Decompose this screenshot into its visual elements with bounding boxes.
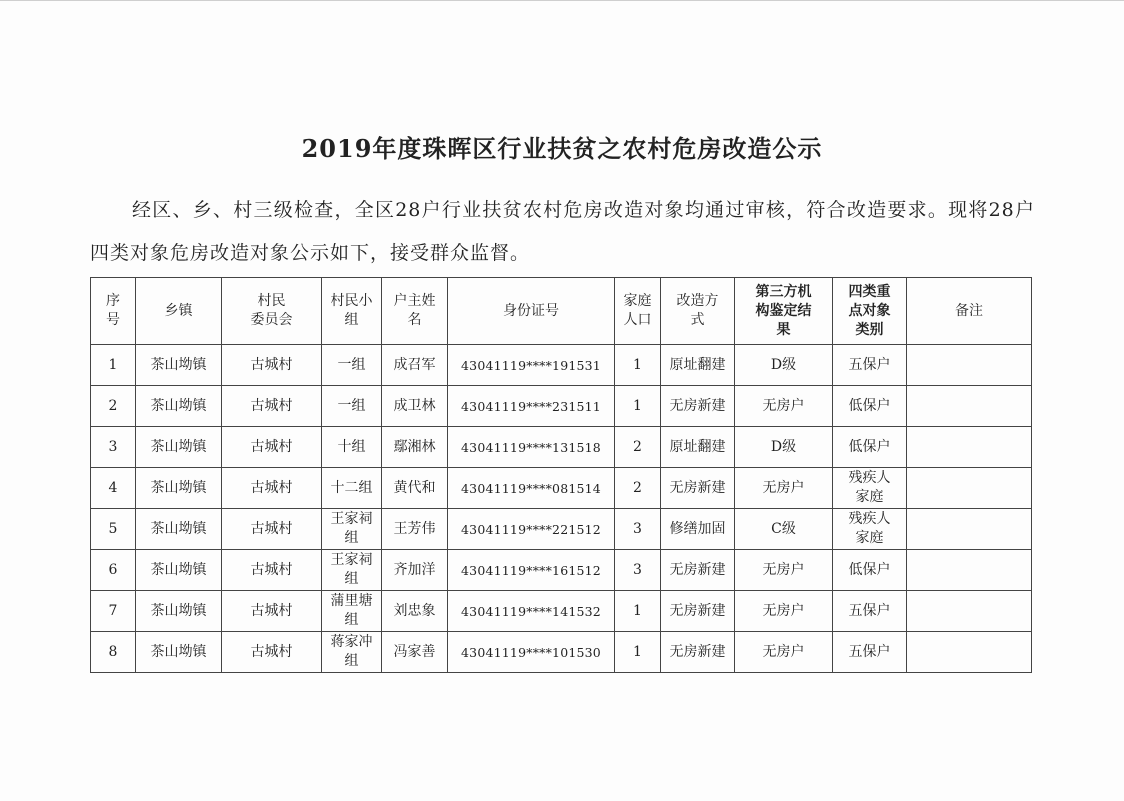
cell-no: 2	[91, 386, 136, 427]
cell-id: 43041119****141532	[448, 591, 615, 632]
table-row	[91, 591, 1032, 632]
header-group	[322, 278, 382, 345]
header-name	[382, 278, 448, 345]
cell-method: 无房新建	[661, 468, 735, 509]
cell-group: 王家祠组	[322, 509, 382, 550]
cell-id: 43041119****191531	[448, 345, 615, 386]
category-line: 五保户	[848, 356, 891, 373]
category-line: 低保户	[848, 438, 891, 455]
table-body	[91, 345, 1032, 673]
cell-result: D级	[735, 345, 833, 386]
cell-method: 修缮加固	[661, 509, 735, 550]
cell-result: 无房户	[735, 591, 833, 632]
cell-group: 一组	[322, 345, 382, 386]
cell-remark	[907, 386, 1032, 427]
cell-town: 茶山坳镇	[136, 632, 222, 673]
header-line: 点对象	[848, 302, 891, 319]
cell-remark	[907, 509, 1032, 550]
cell-no: 5	[91, 509, 136, 550]
cell-category	[833, 386, 907, 427]
cell-village: 古城村	[222, 345, 322, 386]
cell-no: 6	[91, 550, 136, 591]
table-row	[91, 632, 1032, 673]
category-line: 低保户	[848, 561, 891, 578]
cell-group: 王家祠组	[322, 550, 382, 591]
cell-remark	[907, 345, 1032, 386]
header-line: 号	[106, 312, 120, 328]
cell-no: 3	[91, 427, 136, 468]
cell-method: 无房新建	[661, 632, 735, 673]
cell-village: 古城村	[222, 386, 322, 427]
cell-village: 古城村	[222, 427, 322, 468]
cell-town: 茶山坳镇	[136, 509, 222, 550]
header-people	[615, 278, 661, 345]
category-line: 五保户	[848, 643, 891, 660]
cell-id: 43041119****231511	[448, 386, 615, 427]
cell-group: 蒋家冲组	[322, 632, 382, 673]
cell-name: 王芳伟	[382, 509, 448, 550]
header-remark	[907, 278, 1032, 345]
cell-people: 1	[615, 345, 661, 386]
cell-village: 古城村	[222, 632, 322, 673]
cell-category	[833, 468, 907, 509]
table-row	[91, 345, 1032, 386]
cell-id: 43041119****161512	[448, 550, 615, 591]
header-town	[136, 278, 222, 345]
cell-name: 成召军	[382, 345, 448, 386]
header-line: 委员会	[250, 312, 293, 328]
cell-id: 43041119****131518	[448, 427, 615, 468]
header-line: 类别	[855, 321, 884, 338]
cell-category	[833, 632, 907, 673]
header-line: 村民小	[330, 293, 373, 309]
cell-method: 无房新建	[661, 386, 735, 427]
header-result	[735, 278, 833, 345]
cell-result: 无房户	[735, 632, 833, 673]
header-line: 户主姓	[393, 293, 436, 309]
cell-people: 2	[615, 427, 661, 468]
header-line: 果	[776, 321, 791, 338]
header-line: 名	[407, 312, 422, 328]
cell-village: 古城村	[222, 509, 322, 550]
intro-paragraph: 经区、乡、村三级检查，全区28户行业扶贫农村危房改造对象均通过审核，符合改造要求。现将28户四类对象危房改造对象公示如下，接受群众监督。	[90, 199, 1035, 264]
cell-id: 43041119****101530	[448, 632, 615, 673]
cell-category	[833, 345, 907, 386]
cell-result: 无房户	[735, 468, 833, 509]
cell-method: 原址翻建	[661, 427, 735, 468]
header-line: 乡镇	[164, 302, 193, 319]
page-title: 2019年度珠晖区行业扶贫之农村危房改造公示	[301, 134, 823, 163]
header-line: 备注	[955, 302, 983, 319]
table-header-row	[91, 278, 1032, 345]
cell-village: 古城村	[222, 468, 322, 509]
header-line: 村民	[257, 293, 286, 309]
cell-group: 蒲里塘组	[322, 591, 382, 632]
cell-category	[833, 591, 907, 632]
cell-people: 1	[615, 386, 661, 427]
cell-name: 鄢湘林	[382, 427, 448, 468]
category-line: 家庭	[855, 489, 884, 505]
header-line: 组	[344, 312, 359, 328]
cell-no: 1	[91, 345, 136, 386]
cell-people: 3	[615, 509, 661, 550]
header-method	[661, 278, 735, 345]
cell-name: 黄代和	[382, 468, 448, 509]
cell-id: 43041119****081514	[448, 468, 615, 509]
cell-town: 茶山坳镇	[136, 345, 222, 386]
cell-name: 冯家善	[382, 632, 448, 673]
header-line: 第三方机	[755, 283, 812, 300]
cell-method: 无房新建	[661, 591, 735, 632]
notice-table	[90, 277, 1032, 673]
header-village	[222, 278, 322, 345]
cell-id: 43041119****221512	[448, 509, 615, 550]
header-line: 人口	[623, 312, 652, 328]
cell-remark	[907, 427, 1032, 468]
header-line: 家庭	[623, 293, 652, 309]
header-line: 身份证号	[503, 302, 559, 319]
category-line: 残疾人	[848, 511, 891, 527]
cell-result: 无房户	[735, 550, 833, 591]
header-category	[833, 278, 907, 345]
cell-village: 古城村	[222, 550, 322, 591]
table-row	[91, 550, 1032, 591]
cell-remark	[907, 468, 1032, 509]
header-line: 序	[106, 293, 120, 309]
cell-category	[833, 509, 907, 550]
cell-town: 茶山坳镇	[136, 427, 222, 468]
category-line: 低保户	[848, 397, 891, 414]
category-line: 五保户	[848, 602, 891, 619]
table-row	[91, 427, 1032, 468]
cell-result: 无房户	[735, 386, 833, 427]
cell-group: 十二组	[322, 468, 382, 509]
table-row	[91, 468, 1032, 509]
cell-result: C级	[735, 509, 833, 550]
cell-method: 原址翻建	[661, 345, 735, 386]
header-line: 式	[690, 312, 705, 328]
cell-people: 1	[615, 591, 661, 632]
cell-group: 十组	[322, 427, 382, 468]
cell-town: 茶山坳镇	[136, 386, 222, 427]
cell-group: 一组	[322, 386, 382, 427]
cell-remark	[907, 632, 1032, 673]
cell-name: 刘忠象	[382, 591, 448, 632]
cell-category	[833, 427, 907, 468]
cell-people: 1	[615, 632, 661, 673]
cell-name: 成卫林	[382, 386, 448, 427]
cell-town: 茶山坳镇	[136, 550, 222, 591]
cell-remark	[907, 550, 1032, 591]
cell-village: 古城村	[222, 591, 322, 632]
header-line: 四类重	[848, 283, 891, 300]
cell-no: 8	[91, 632, 136, 673]
header-line: 改造方	[676, 293, 719, 309]
header-no	[91, 278, 136, 345]
category-line: 残疾人	[848, 470, 891, 486]
category-line: 家庭	[855, 530, 884, 546]
cell-no: 4	[91, 468, 136, 509]
cell-name: 齐加洋	[382, 550, 448, 591]
table-row	[91, 386, 1032, 427]
cell-remark	[907, 591, 1032, 632]
cell-people: 3	[615, 550, 661, 591]
cell-result: D级	[735, 427, 833, 468]
cell-people: 2	[615, 468, 661, 509]
cell-town: 茶山坳镇	[136, 468, 222, 509]
header-id	[448, 278, 615, 345]
table-row	[91, 509, 1032, 550]
header-line: 构鉴定结	[755, 302, 812, 319]
cell-town: 茶山坳镇	[136, 591, 222, 632]
cell-method: 无房新建	[661, 550, 735, 591]
cell-category	[833, 550, 907, 591]
cell-no: 7	[91, 591, 136, 632]
